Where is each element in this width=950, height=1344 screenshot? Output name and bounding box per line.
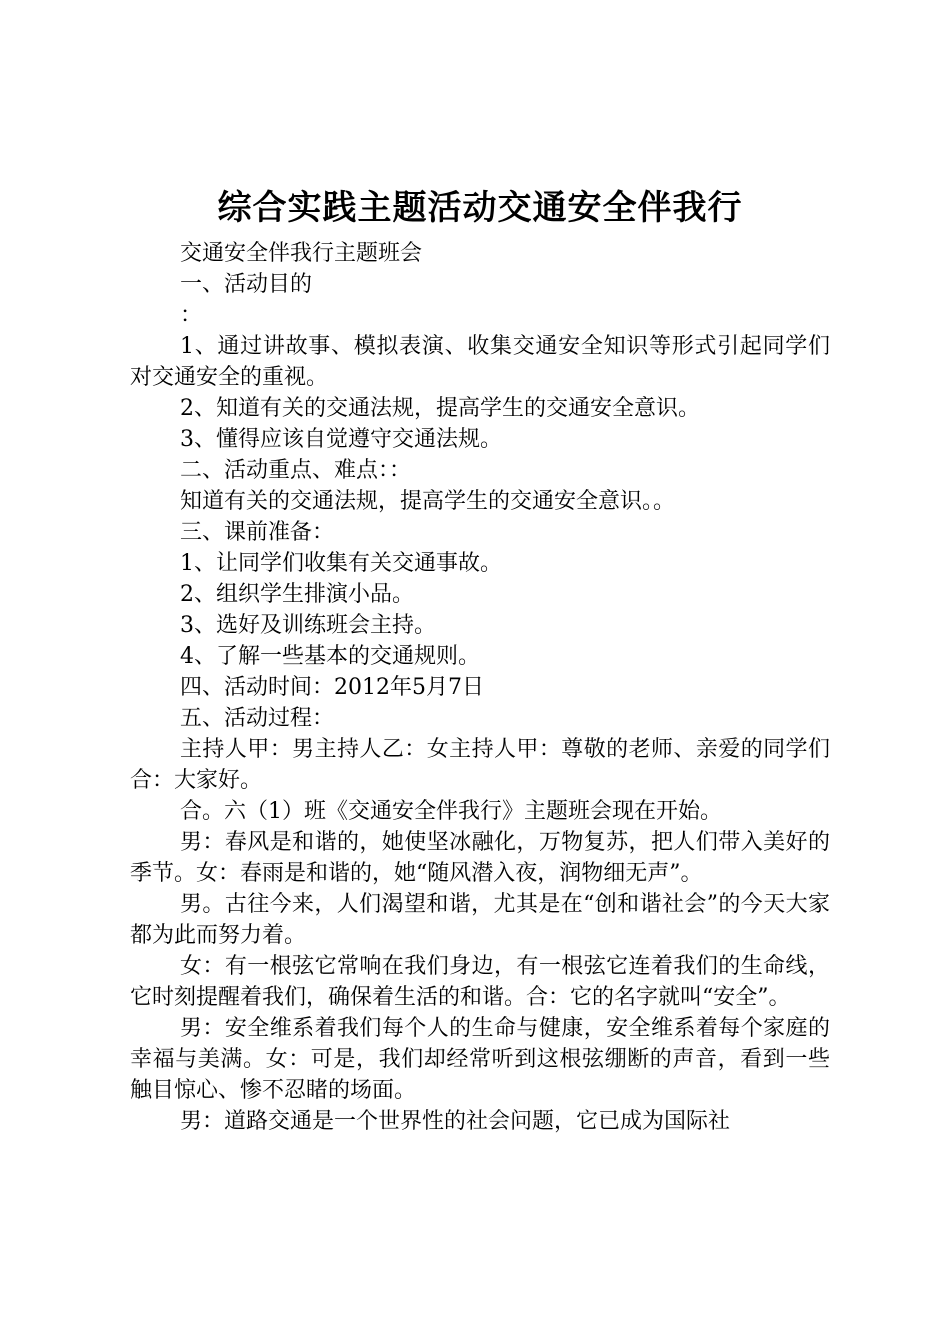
paragraph: 四、活动时间：2012年5月7日: [180, 675, 484, 700]
paragraph: 4、了解一些基本的交通规则。: [180, 644, 480, 669]
paragraph: 男：安全维系着我们每个人的生命与健康，安全维系着每个家庭的幸福与美满。女：可是，我们却经常听到这根弦绷断的声音，看到一些触目惊心、惨不忍睹的场面。: [130, 1016, 830, 1103]
document-title: 综合实践主题活动交通安全伴我行: [217, 188, 743, 228]
paragraph: 三、课前准备：: [180, 520, 335, 545]
paragraph: 知道有关的交通法规，提高学生的交通安全意识。。: [180, 489, 676, 514]
paragraph: 1、让同学们收集有关交通事故。: [180, 551, 502, 576]
paragraph: 五、活动过程：: [180, 706, 335, 731]
paragraph: 2、知道有关的交通法规，提高学生的交通安全意识。: [180, 396, 700, 421]
paragraph: 二、活动重点、难点：：: [180, 458, 412, 483]
document-body: [130, 238, 830, 1137]
paragraph: 3、懂得应该自觉遵守交通法规。: [180, 427, 502, 452]
paragraph: 1、通过讲故事、模拟表演、收集交通安全知识等形式引起同学们对交通安全的重视。: [130, 334, 830, 390]
paragraph: 交通安全伴我行主题班会: [180, 241, 423, 266]
paragraph: 男。古往今来，人们渴望和谐，尤其是在“创和谐社会”的今天大家都为此而努力着。: [130, 892, 830, 948]
paragraph: ：: [180, 303, 203, 328]
paragraph: 合。六（1）班《交通安全伴我行》主题班会现在开始。: [180, 799, 722, 824]
paragraph: 一、活动目的: [180, 272, 313, 297]
document-page: [130, 0, 830, 1344]
paragraph: 3、选好及训练班会主持。: [180, 613, 436, 638]
paragraph: 女：有一根弦它常响在我们身边，有一根弦它连着我们的生命线，它时刻提醒着我们，确保着生活的和谐。合：它的名字就叫“安全”。: [130, 954, 830, 1010]
paragraph: 男：道路交通是一个世界性的社会问题，它已成为国际社: [180, 1109, 731, 1134]
paragraph: 2、组织学生排演小品。: [180, 582, 414, 607]
paragraph: 男：春风是和谐的，她使坚冰融化，万物复苏，把人们带入美好的季节。女：春雨是和谐的，她“随风潜入夜，润物细无声”。: [130, 830, 830, 886]
paragraph: 主持人甲：男主持人乙：女主持人甲：尊敬的老师、亲爱的同学们合：大家好。: [130, 737, 830, 793]
